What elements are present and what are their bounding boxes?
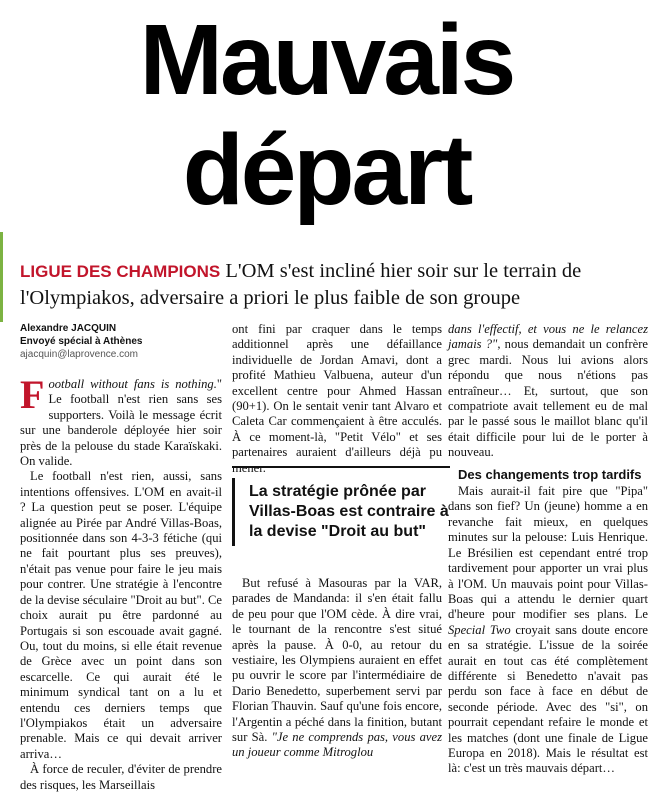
quote-rule: [232, 466, 450, 468]
author-email[interactable]: ajacquin@laprovence.com: [20, 349, 138, 360]
text: " Le football n'est rien sans ses supporters. Voilà le message écrit sur une banderole déployée hier soir près de la pelouse du stade Karaïskaki. On valide.: [20, 377, 222, 469]
kicker: LIGUE DES CHAMPIONS: [20, 262, 221, 281]
paragraph: Le football n'est rien, aussi, sans intentions offensives. L'OM en avait-il ? La question peut se poser. L'équipe alignée au Pirée par André Villas-Boas, positionnée dans son 4-3-3 fétiche (qui ne fait pourtant plus ses preuves), n'était pas venue pour faire le jeu mais pour contrer. Une stratégie à l'encontre de la devise séculaire "Droit au but". Ce choix aurait pu être pardonné au Portugais si son escouade avait gagné. Ou, tout du moins, si elle était revenue de Grèce avec un point dans son escarcelle. Ce qui aurait été le minimum syndical tant on a lu et entendu ces derniers temps que l'Olympiakos était un adversaire prenable. Mais ce qui devait arriver arriva…: [20, 469, 222, 761]
standfirst-text: L'OM s'est incliné hier soir sur le terrain de l'Olympiakos, adversaire a priori le plus faible de son groupe: [20, 260, 582, 309]
italic-quote: "Je ne comprends pas, vous avez un joueur comme Mitroglou: [232, 730, 442, 760]
paragraph: [448, 322, 648, 461]
column-1: [20, 322, 222, 793]
paragraph: À force de reculer, d'éviter de prendre des risques, les Marseillais: [20, 762, 222, 792]
byline: [20, 322, 222, 361]
paragraph: [232, 576, 442, 761]
column-3: [448, 322, 648, 777]
subheading: Des changements trop tardifs: [458, 466, 642, 482]
page-edge-marker: [0, 232, 3, 322]
author-role: Envoyé spécial à Athènes: [20, 336, 143, 347]
text: , nous demandait un confrère grec mardi. Nous lui avions alors répondu que nous n'étions pas entraîneur… Et, surtout, que son compatriote avait tellement eu de mal par le passé sous le maillot blanc qu'il était difficile pour lui de le porter à nouveau.: [448, 337, 648, 460]
headline-line-1: Mauvais: [139, 4, 514, 116]
italic-quote: ootball without fans is nothing.: [48, 377, 217, 391]
text: Mais aurait-il fait pire que "Pipa" dans son fief? Un (jeune) homme a en revanche fait mieux, en quelques minutes sur la pelouse: Luis Henrique. Le Brésilien est cependant entré trop tardivement pour apporter un vrai plus à l'OM. Un mauvais point pour Villas-Boas qui a attendu le dernier quart d'heure pour modifier ses plans. Le: [448, 484, 648, 622]
italic-term: Special Two: [448, 622, 511, 637]
italic-quote: dans l'effectif, et vous ne le relancez jamais ?": [448, 322, 648, 352]
author-name: Alexandre JACQUIN: [20, 323, 117, 334]
column-2: [232, 322, 442, 476]
text: But refusé à Masouras par la VAR, parades de Mandanda: il s'en était fallu de peu pour que l'OM cède. À dire vrai, le tournant de la rencontre s'est situé après la pause. À 0-0, au retour du vestiaire, les Olympiens auraient en effet pu ouvrir le score par l'intermédiaire de Dario Benedetto, superbement servi par Florian Thauvin. Sauf qu'une fois encore, l'Argentin a péché dans la finition, butant sur Sà.: [232, 576, 442, 745]
paragraph: ont fini par craquer dans le temps additionnel après une défaillance individuelle de Jordan Amavi, dont a profité Mathieu Valbuena, auteur d'un excellent centre pour Ahmed Hassan (90+1). On le sentait venir tant Alvaro et Caleta Car commençaient à être acculés. À ce moment-là, "Petit Vélo" et ses partenaires auraient d'ailleurs déjà pu: [232, 322, 442, 460]
column-2-lower: [232, 576, 442, 761]
text: croyait sans doute encore en sa stratégie. L'issue de la soirée aurait en tout cas été complètement différente si Benedetto n'avait pas perdu son face à face en début de seconde période. Avec des "si", on pourrait cependant refaire le monde et les matches (dont une finale de Ligue Europa en 2018). Mais le résultat est là: c'est un très mauvais départ…: [448, 622, 648, 776]
dropcap: F: [20, 372, 45, 417]
standfirst: [20, 258, 650, 311]
paragraph: [448, 484, 648, 777]
paragraph: [20, 372, 222, 469]
headline-line-2: départ: [182, 114, 471, 226]
pull-quote: La stratégie prônée par Villas-Boas est contraire à la devise "Droit au but": [232, 478, 449, 546]
